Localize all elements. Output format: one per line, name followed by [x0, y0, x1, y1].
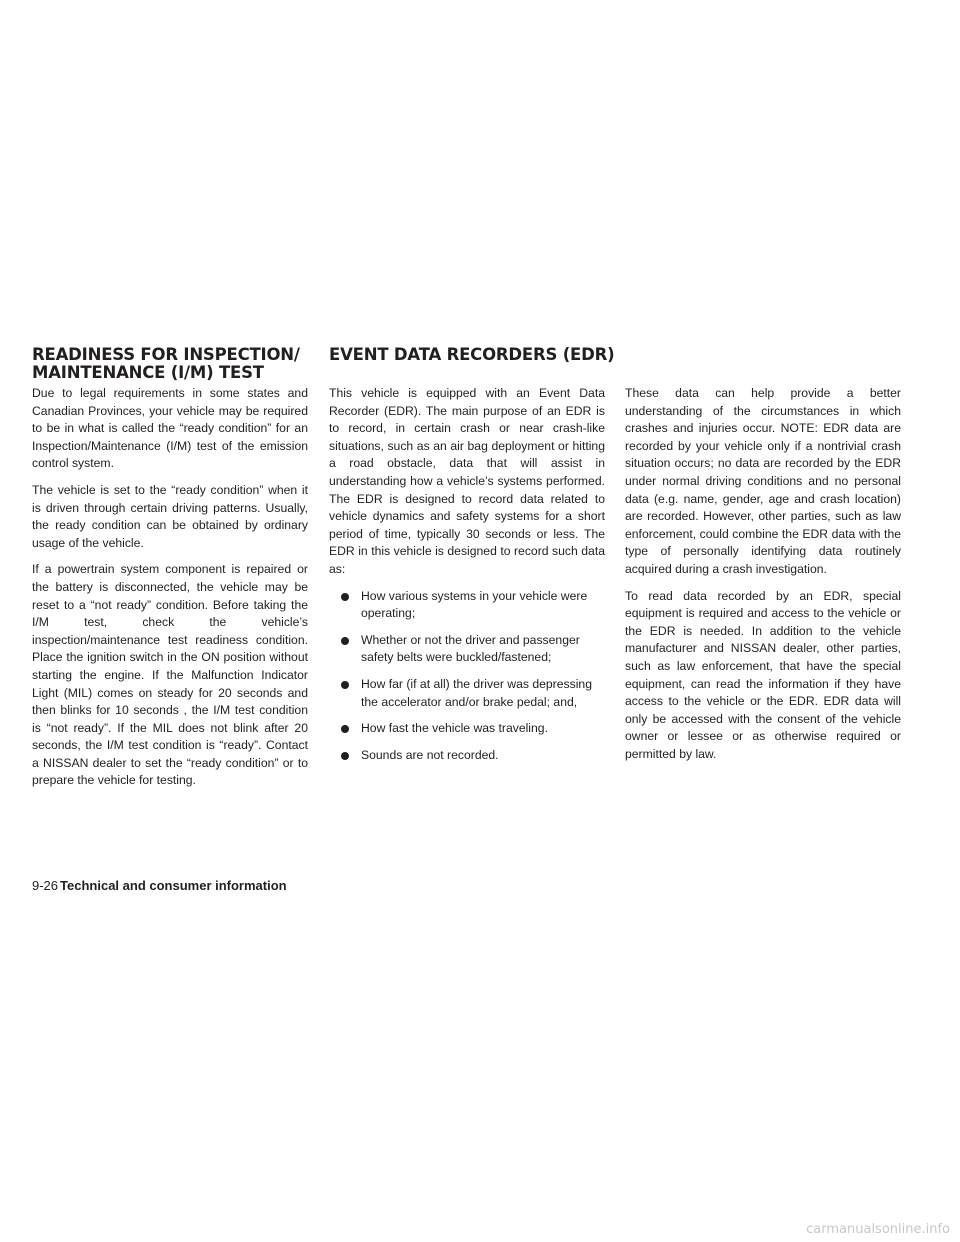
edr-column-2 [625, 385, 901, 772]
list-item [329, 632, 605, 667]
im-test-paragraph: If a powertrain system component is repaired or the battery is disconnected, the vehicle may be reset to a “not ready” condition. Before taking the I/M test, check the vehicle’s inspection/maintenance test readiness condition. Place the ignition switch in the ON position without starting the engine. If the Malfunction Indicator Light (MIL) comes on steady for 20 seconds and then blinks for 10 seconds , the I/M test condition is “not ready”. If the MIL does not blink after 20 seconds, the I/M test condition is “ready”. Contact a NISSAN dealer to set the “ready condition” or to prepare the vehicle for testing. [32, 562, 308, 788]
bullet-icon [341, 725, 349, 733]
bullet-icon [341, 681, 349, 689]
list-item [329, 676, 605, 711]
im-test-heading-line-1: READINESS FOR INSPECTION/ [32, 345, 300, 364]
edr-heading [329, 346, 729, 364]
edr-column-1 [329, 385, 605, 773]
list-item [329, 588, 605, 623]
im-test-column [32, 385, 308, 799]
im-test-heading [32, 346, 322, 382]
list-item-text: Whether or not the driver and passenger safety belts were buckled/fastened; [361, 632, 580, 665]
page-footer [32, 878, 287, 894]
list-item-text: How fast the vehicle was traveling. [361, 721, 548, 736]
watermark: carmanualsonline.info [806, 1222, 950, 1237]
im-test-paragraph: Due to legal requirements in some states and Canadian Provinces, your vehicle may be required to be in what is called the “ready condition” for an Inspection/Maintenance (I/M) test of the emission control system. [32, 386, 308, 471]
edr-heading-text: EVENT DATA RECORDERS (EDR) [329, 345, 615, 364]
edr-intro-paragraph: This vehicle is equipped with an Event Data Recorder (EDR). The main purpose of an EDR is to record, in certain crash or near crash-like situations, such as an air bag deployment or hitting a road obstacle, data that will assist in understanding how a vehicle’s systems performed. The EDR is designed to record data related to vehicle dynamics and safety systems for a short period of time, typically 30 seconds or less. The EDR in this vehicle is designed to record such data as: [329, 386, 605, 576]
bullet-icon [341, 637, 349, 645]
page-number: 9-26 [32, 878, 59, 893]
list-item-text: How various systems in your vehicle were operating; [361, 588, 588, 621]
list-item [329, 720, 605, 738]
im-test-heading-line-2: MAINTENANCE (I/M) TEST [32, 363, 264, 382]
list-item [329, 747, 605, 765]
edr-paragraph: To read data recorded by an EDR, special equipment is required and access to the vehicle or the EDR is needed. In addition to the vehicle manufacturer and NISSAN dealer, other parties, such as law enforcement, that have the special equipment, can read the information if they have access to the vehicle or the EDR. EDR data will only be accessed with the consent of the vehicle owner or lessee or as otherwise required or permitted by law. [625, 588, 901, 761]
list-item-text: How far (if at all) the driver was depressing the accelerator and/or brake pedal; and, [361, 676, 592, 709]
section-title: Technical and consumer information [60, 878, 287, 893]
edr-data-list [329, 588, 605, 765]
list-item-text: Sounds are not recorded. [361, 747, 499, 762]
edr-paragraph: These data can help provide a better understanding of the circumstances in which crashes and injuries occur. NOTE: EDR data are recorded by your vehicle only if a nontrivial crash situation occurs; no data are recorded by the EDR under normal driving conditions and no personal data (e.g. name, gender, age and crash location) are recorded. However, other parties, such as law enforcement, could combine the EDR data with the type of personally identifying data routinely acquired during a crash investigation. [625, 386, 901, 576]
im-test-paragraph: The vehicle is set to the “ready condition” when it is driven through certain driving patterns. Usually, the ready condition can be obtained by ordinary usage of the vehicle. [32, 482, 308, 550]
bullet-icon [341, 593, 349, 601]
bullet-icon [341, 752, 349, 760]
